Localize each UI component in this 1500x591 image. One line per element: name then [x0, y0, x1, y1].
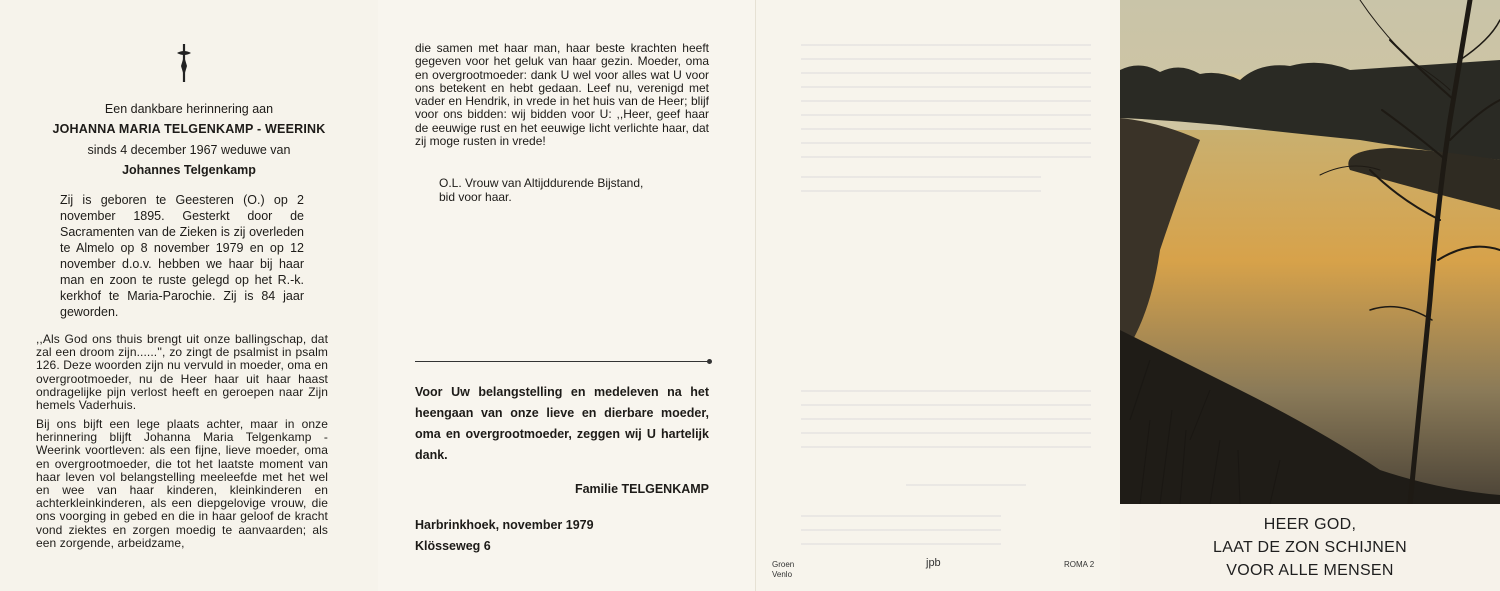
- back-page: [755, 0, 1121, 591]
- sunset-river-photo: [1120, 0, 1500, 504]
- prayer-line-1: O.L. Vrouw van Altijddurende Bijstand,: [439, 176, 644, 190]
- deceased-name: JOHANNA MARIA TELGENKAMP - WEERINK: [52, 122, 326, 136]
- intro-text: Een dankbare herinnering aan: [104, 102, 274, 116]
- initials: jpb: [926, 557, 941, 569]
- show-through-text: [906, 484, 1026, 494]
- remembrance-paragraph: Bij ons bijft een lege plaats achter, maar in onze herinnering blijft Johanna Maria Telgenkamp - Weerink voortleven: als een fijne, lieve moeder, oma en overgrootmoeder, die tot het laatste moment van haar leven vol belangstelling meeleefde met het wel en wee van haar kinderen, kleinkinderen en achterkleinkinderen, als een diepgelovige vrouw, die ons voorging in gebed en die in haar geloof de kracht vond ziektes en zorgen moedig te aanvaarden; als een zorgende, arbeidzame,: [36, 417, 328, 550]
- middle-page: [378, 0, 755, 591]
- printer-mark: [772, 560, 794, 580]
- thanks-paragraph: Voor Uw belangstelling en medeleven na het heengaan van onze lieve en dierbare moeder, oma en overgrootmoeder, zeggen wij U hartelijk dank.: [415, 385, 709, 462]
- cross-icon: [174, 42, 194, 84]
- printer-city: Venlo: [772, 570, 793, 579]
- left-page: [0, 0, 378, 591]
- cover-page: [1120, 0, 1500, 591]
- address: Klösseweg 6: [415, 539, 491, 553]
- series-code: ROMA 2: [1064, 560, 1095, 569]
- caption-line-2: LAAT DE ZON SCHIJNEN: [1213, 539, 1407, 556]
- caption-line-3: VOOR ALLE MENSEN: [1226, 562, 1394, 579]
- continuation-paragraph: die samen met haar man, haar beste krachten heeft gegeven voor het geluk van haar gezin. Moeder, oma en overgrootmoeder: dank U wel voor alles wat U voor ons betekent en hebt gedaan. Leef nu, verenigd met vader en Hendrik, in vrede in het huis van de Heer; blijf voor ons bidden: wij bidden voor U: ,,Heer, geef haar de eeuwige rust en het eeuwige licht verlichte haar, dat zij moge rusten in vrede!: [415, 41, 709, 149]
- show-through-text: [801, 176, 1041, 200]
- show-through-text: [801, 515, 1001, 555]
- printer-name: Groen: [772, 560, 795, 569]
- psalm-paragraph: ,,Als God ons thuis brengt uit onze ballingschap, dat zal een droom zijn......'', zo zingt de psalmist in psalm 126. Deze woorden zijn nu vervuld in moeder, oma en overgrootmoeder, nu de Heer haar uit haar haast ondragelijke pijn verlost heeft en geroepen naar Zijn hemels Vaderhuis.: [36, 332, 328, 413]
- husband-name: Johannes Telgenkamp: [122, 163, 256, 177]
- biography-paragraph: Zij is geboren te Geesteren (O.) op 2 november 1895. Gesterkt door de Sacramenten van de Zieken is zij overleden te Almelo op 8 november 1979 en op 12 november d.o.v. hebben we haar bij haar man en zoon te ruste gelegd op het R.-k. kerkhof te Maria-Parochie. Zij is 84 jaar geworden.: [60, 193, 304, 319]
- prayer-line-2: bid voor haar.: [439, 190, 512, 204]
- show-through-text: [801, 390, 1091, 460]
- family-signature: Familie TELGENKAMP: [574, 482, 709, 496]
- prayer: [439, 176, 699, 204]
- divider: [415, 361, 709, 362]
- caption-line-1: HEER GOD,: [1263, 516, 1357, 533]
- widow-since: sinds 4 december 1967 weduwe van: [87, 143, 291, 157]
- place-date: Harbrinkhoek, november 1979: [415, 518, 594, 532]
- show-through-text: [801, 44, 1091, 164]
